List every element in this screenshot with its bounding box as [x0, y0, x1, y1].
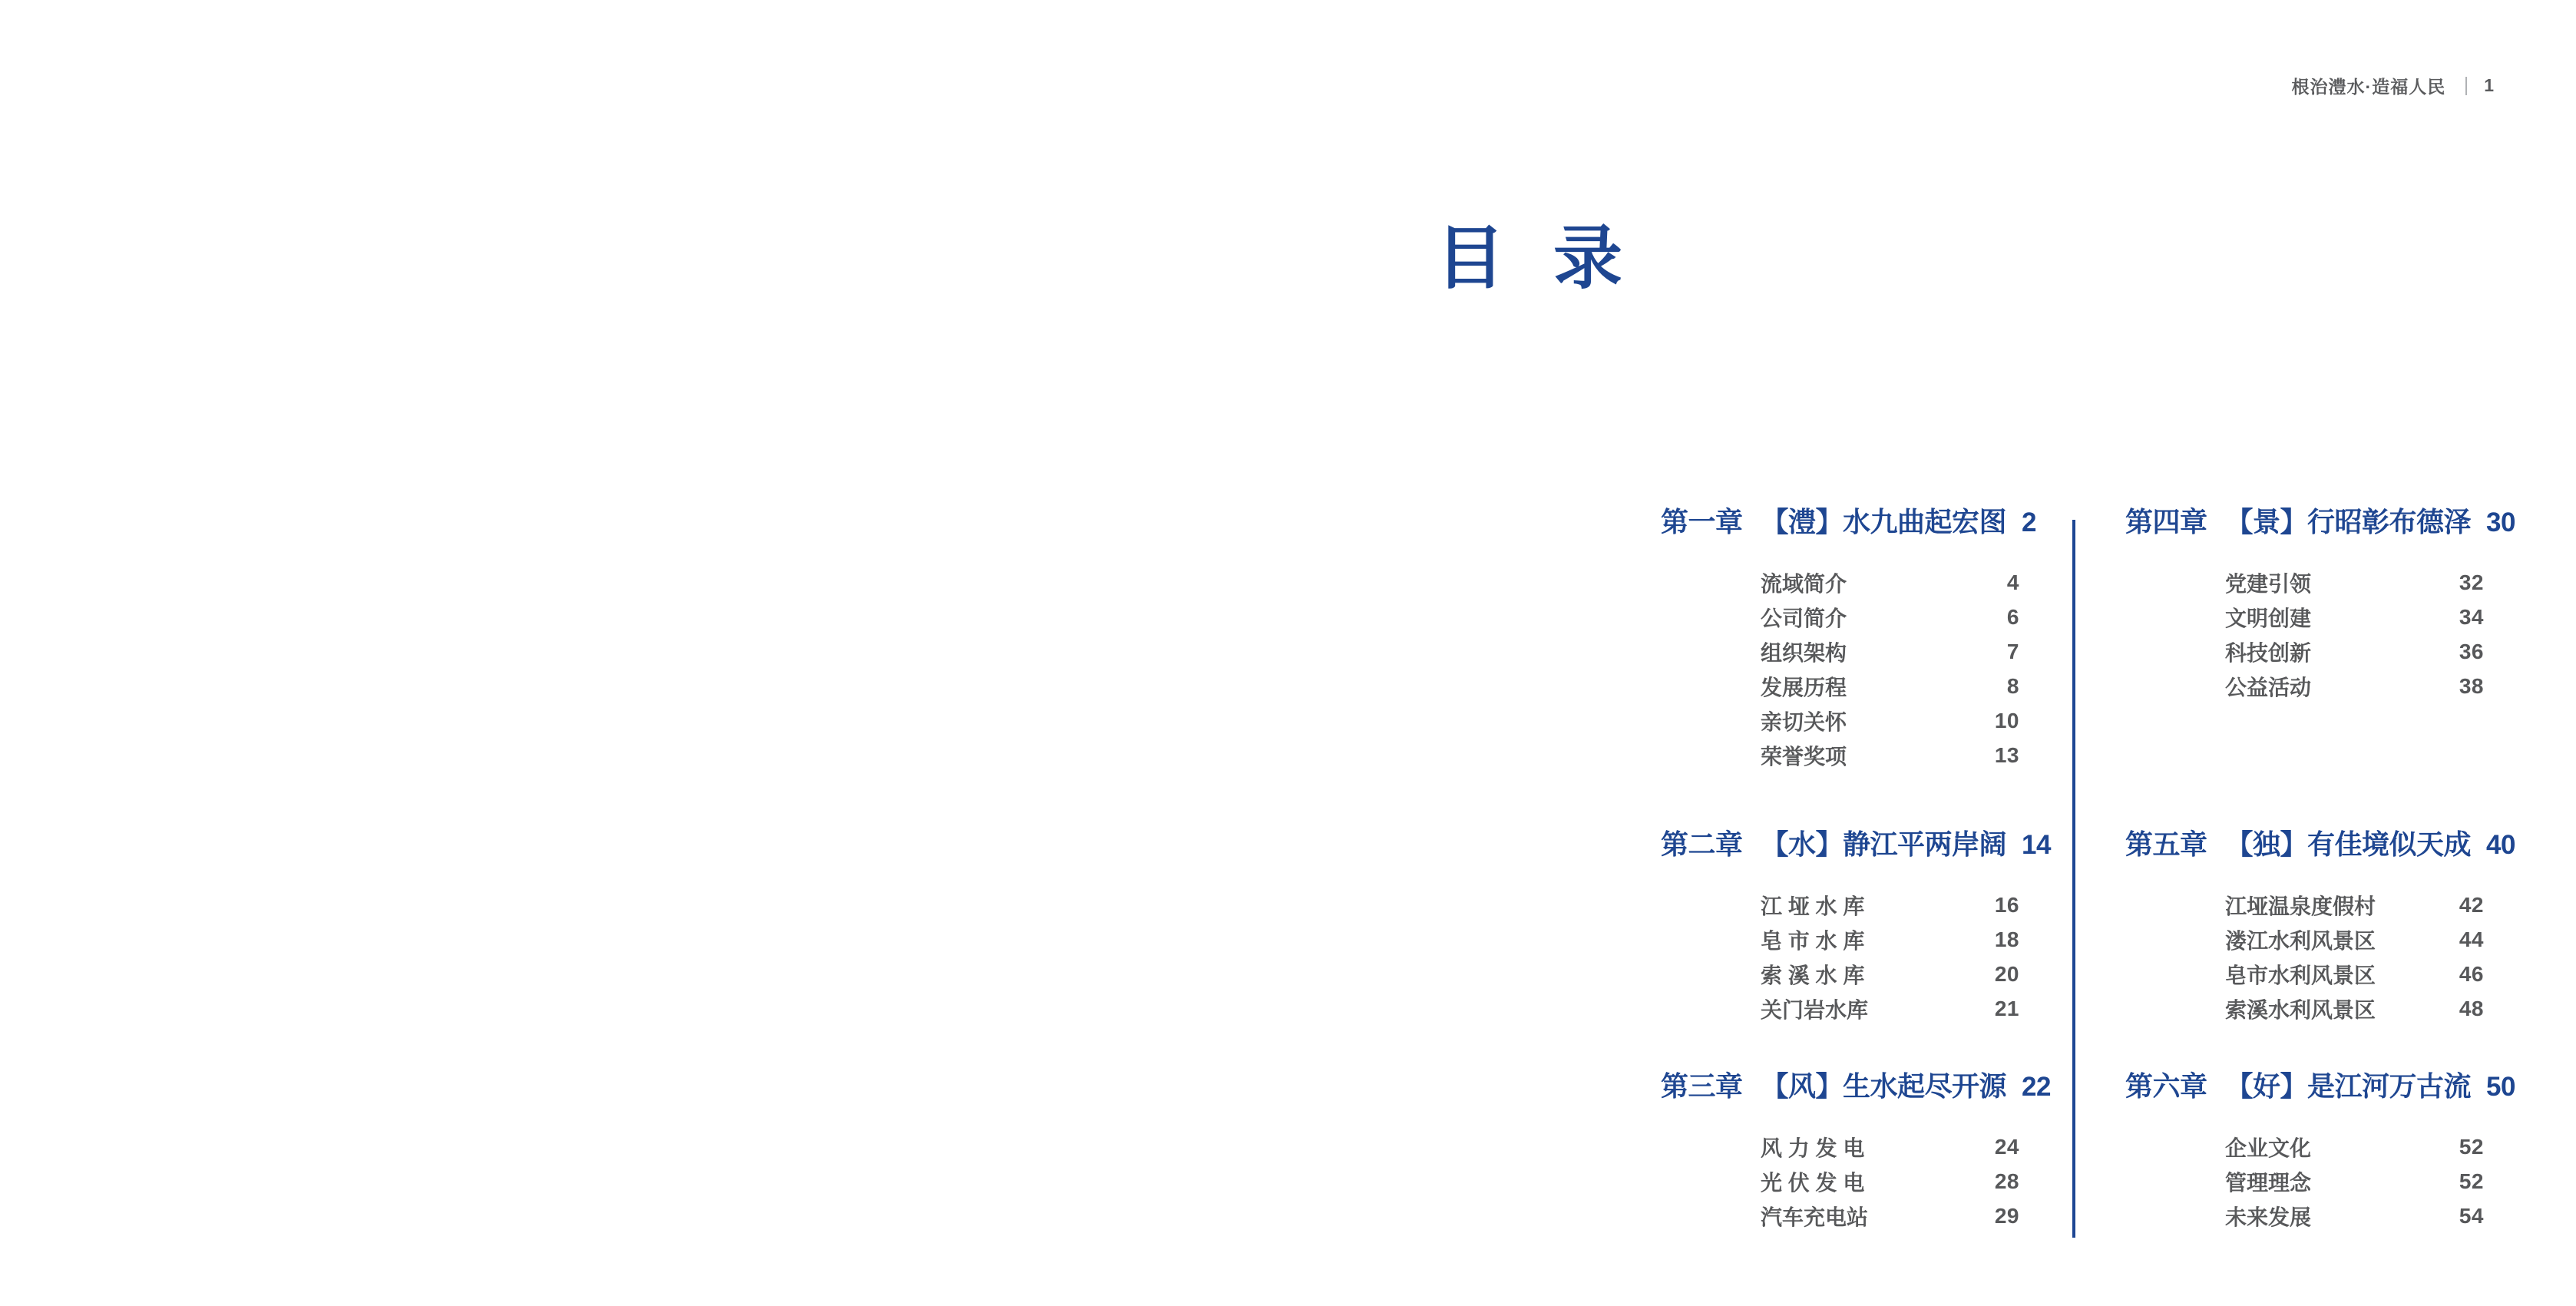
chapter-5-block — [2125, 827, 2515, 1026]
chapter-page-number: 22 — [2022, 1072, 2051, 1102]
toc-item[interactable] — [2125, 922, 2484, 957]
toc-item[interactable] — [1661, 738, 2019, 772]
toc-item[interactable] — [2125, 1199, 2484, 1233]
toc-item-label: 流域简介 — [1761, 571, 1847, 596]
toc-item-page: 24 — [1994, 1134, 2019, 1159]
chapter-1-items — [1661, 565, 2019, 772]
chapter-page-number: 14 — [2022, 830, 2051, 860]
toc-item-label: 关门岩水库 — [1761, 997, 1869, 1022]
toc-item[interactable] — [1661, 957, 2019, 991]
toc-item-page: 38 — [2459, 673, 2484, 698]
toc-item-page: 13 — [1994, 742, 2019, 767]
toc-item[interactable] — [2125, 1164, 2484, 1199]
chapter-1-heading[interactable] — [1661, 504, 2036, 541]
chapter-5-items — [2125, 888, 2484, 1026]
toc-item-page: 46 — [2459, 961, 2484, 986]
toc-item-page: 7 — [2006, 639, 2019, 663]
chapter-title: 【独】有佳境似天成 — [2225, 828, 2472, 860]
chapter-label: 第四章 — [2125, 506, 2207, 537]
toc-item-label: 文明创建 — [2225, 606, 2312, 630]
toc-item[interactable] — [2125, 600, 2484, 634]
header-slogan: 根治澧水·造福人民 — [2291, 77, 2446, 97]
toc-item-page: 16 — [1994, 892, 2019, 917]
toc-item-page: 4 — [2006, 570, 2019, 594]
toc-item-page: 42 — [2459, 892, 2484, 917]
chapter-6-block — [2125, 1069, 2515, 1233]
toc-item-label: 未来发展 — [2225, 1205, 2312, 1229]
toc-item[interactable] — [2125, 1129, 2484, 1164]
chapter-page-number: 50 — [2486, 1072, 2515, 1102]
toc-item-page: 21 — [1994, 996, 2019, 1020]
toc-item-page: 8 — [2006, 673, 2019, 698]
toc-item-page: 28 — [1994, 1169, 2019, 1193]
chapter-label: 第六章 — [2125, 1070, 2207, 1102]
chapter-1-block — [1661, 504, 2036, 772]
toc-item[interactable] — [1661, 991, 2019, 1026]
toc-item-page: 18 — [1994, 927, 2019, 951]
header-divider-line — [2465, 77, 2467, 95]
chapter-title: 【风】生水起尽开源 — [1761, 1070, 2007, 1102]
chapter-6-heading[interactable] — [2125, 1069, 2515, 1105]
chapter-page-number: 40 — [2486, 830, 2515, 860]
toc-item[interactable] — [2125, 565, 2484, 600]
chapter-4-items — [2125, 565, 2484, 703]
chapter-5-heading[interactable] — [2125, 827, 2515, 863]
toc-item[interactable] — [1661, 669, 2019, 703]
toc-item-page: 54 — [2459, 1203, 2484, 1228]
toc-item[interactable] — [2125, 957, 2484, 991]
toc-item-page: 36 — [2459, 639, 2484, 663]
toc-item[interactable] — [2125, 991, 2484, 1026]
toc-item-label: 公益活动 — [2225, 675, 2312, 699]
toc-item[interactable] — [1661, 634, 2019, 669]
toc-item-page: 20 — [1994, 961, 2019, 986]
toc-item-page: 52 — [2459, 1169, 2484, 1193]
toc-item[interactable] — [1661, 1164, 2019, 1199]
toc-item-label: 企业文化 — [2225, 1136, 2312, 1160]
toc-item[interactable] — [1661, 1129, 2019, 1164]
toc-item-label: 组织架构 — [1761, 640, 1847, 665]
toc-item-label: 亲切关怀 — [1761, 709, 1847, 734]
toc-item-page: 6 — [2006, 604, 2019, 629]
toc-item-page: 44 — [2459, 927, 2484, 951]
toc-item-label: 索溪水利风景区 — [2225, 997, 2376, 1022]
toc-item-page: 10 — [1994, 708, 2019, 732]
toc-item[interactable] — [1661, 888, 2019, 922]
toc-item-page: 48 — [2459, 996, 2484, 1020]
toc-item-label: 江垭温泉度假村 — [2225, 894, 2376, 918]
toc-item-label: 风 力 发 电 — [1761, 1136, 1865, 1160]
chapter-title: 【水】静江平两岸阔 — [1761, 828, 2007, 860]
toc-item-page: 52 — [2459, 1134, 2484, 1159]
chapter-6-items — [2125, 1129, 2484, 1233]
chapter-label: 第三章 — [1661, 1070, 1743, 1102]
toc-item-label: 公司简介 — [1761, 606, 1847, 630]
page-header — [2292, 73, 2495, 98]
toc-item[interactable] — [1661, 703, 2019, 738]
chapter-title: 【好】是江河万古流 — [2225, 1070, 2472, 1102]
toc-item[interactable] — [2125, 669, 2484, 703]
toc-item-label: 管理理念 — [2225, 1170, 2312, 1195]
chapter-4-heading[interactable] — [2125, 504, 2515, 541]
chapter-2-items — [1661, 888, 2019, 1026]
page-title: 目 录 — [1436, 220, 1623, 298]
toc-item-label: 皂 市 水 库 — [1761, 928, 1865, 953]
chapter-2-block — [1661, 827, 2051, 1026]
toc-item[interactable] — [1661, 1199, 2019, 1233]
toc-item-label: 皂市水利风景区 — [2225, 963, 2376, 987]
chapter-page-number: 2 — [2022, 508, 2036, 537]
toc-item-label: 索 溪 水 库 — [1761, 963, 1865, 987]
toc-item-page: 32 — [2459, 570, 2484, 594]
toc-item-label: 荣誉奖项 — [1761, 744, 1847, 769]
toc-item[interactable] — [1661, 565, 2019, 600]
chapter-4-block — [2125, 504, 2515, 703]
chapter-label: 第二章 — [1661, 828, 1743, 860]
toc-item-label: 光 伏 发 电 — [1761, 1170, 1865, 1195]
toc-item[interactable] — [2125, 634, 2484, 669]
chapter-label: 第五章 — [2125, 828, 2207, 860]
toc-item-label: 科技创新 — [2225, 640, 2312, 665]
chapter-3-heading[interactable] — [1661, 1069, 2051, 1105]
toc-item[interactable] — [2125, 888, 2484, 922]
chapter-title: 【景】行昭彰布德泽 — [2225, 506, 2472, 537]
chapter-3-block — [1661, 1069, 2051, 1233]
toc-item-label: 汽车充电站 — [1761, 1205, 1869, 1229]
header-page-number: 1 — [2484, 75, 2495, 95]
chapter-label: 第一章 — [1661, 506, 1743, 537]
toc-item-label: 江 垭 水 库 — [1761, 894, 1865, 918]
toc-item-page: 34 — [2459, 604, 2484, 629]
chapter-3-items — [1661, 1129, 2019, 1233]
chapter-title: 【澧】水九曲起宏图 — [1761, 506, 2007, 537]
toc-item-page: 29 — [1994, 1203, 2019, 1228]
toc-column-divider — [2072, 520, 2075, 1238]
chapter-2-heading[interactable] — [1661, 827, 2051, 863]
toc-item[interactable] — [1661, 600, 2019, 634]
toc-item[interactable] — [1661, 922, 2019, 957]
toc-item-label: 发展历程 — [1761, 675, 1847, 699]
toc-item-label: 溇江水利风景区 — [2225, 928, 2376, 953]
chapter-page-number: 30 — [2486, 508, 2515, 537]
toc-item-label: 党建引领 — [2225, 571, 2312, 596]
